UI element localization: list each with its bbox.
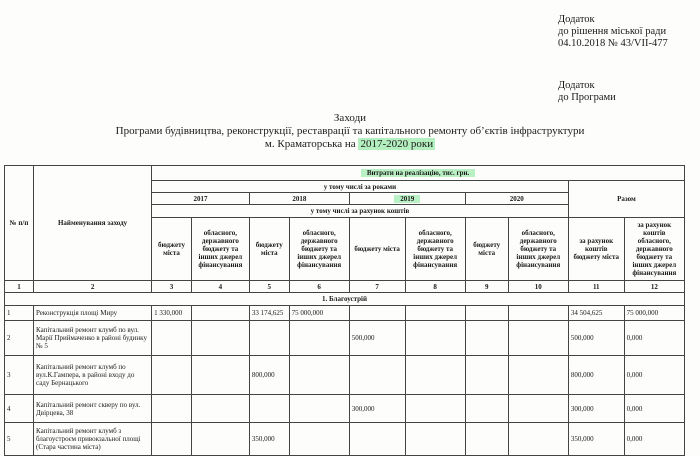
index-row	[5, 281, 685, 293]
row-other-2020	[508, 321, 568, 356]
section-title: 1. Благоустрій	[5, 293, 685, 306]
header-other-sources-2020: обласного, державного бюджету та інших джерел фінансування	[508, 218, 568, 281]
title-line1: Заходи	[333, 112, 367, 124]
row-total-other: 0,000	[624, 395, 684, 423]
title-line2: Програми будівництва, реконструкції, реставрації та капітального ремонту об’єктів інфраструктури	[115, 125, 585, 137]
row-city-2017	[152, 395, 192, 423]
header-city-budget-2020: бюджету міста	[465, 218, 508, 281]
header-other-sources-2017: обласного, державного бюджету та інших джерел фінансування	[191, 218, 249, 281]
row-city-2018: 800,000	[249, 356, 289, 395]
row-other-2019	[405, 395, 465, 423]
index-cell: 11	[568, 281, 624, 293]
row-other-2019	[405, 306, 465, 321]
row-other-2018	[289, 321, 349, 356]
annex-program-line1: Додаток	[558, 80, 595, 91]
index-cell: 2	[34, 281, 152, 293]
row-no: 2	[5, 321, 34, 356]
row-city-2020	[465, 395, 508, 423]
header-year-2020: 2020	[465, 193, 568, 205]
table-row	[5, 321, 685, 356]
header-city-budget-2018: бюджету міста	[249, 218, 289, 281]
row-city-2019	[349, 356, 405, 395]
row-other-2019	[405, 423, 465, 456]
row-city-2019	[349, 306, 405, 321]
row-other-2017	[191, 356, 249, 395]
row-other-2018	[289, 356, 349, 395]
row-city-2018: 33 174,625	[249, 306, 289, 321]
row-city-2018: 350,000	[249, 423, 289, 456]
row-no: 3	[5, 356, 34, 395]
row-city-2019: 500,000	[349, 321, 405, 356]
row-other-2020	[508, 356, 568, 395]
annex-program-line2: до Програми	[558, 92, 616, 103]
index-cell: 10	[508, 281, 568, 293]
header-other-sources-2019: обласного, державного бюджету та інших джерел фінансування	[405, 218, 465, 281]
table-row	[5, 306, 685, 321]
row-other-2020	[508, 306, 568, 321]
row-city-2017	[152, 356, 192, 395]
row-other-2017	[191, 321, 249, 356]
header-city-budget-2017: бюджету міста	[152, 218, 192, 281]
row-city-2020	[465, 306, 508, 321]
header-year-2019-text: 2019	[394, 195, 420, 203]
row-no: 1	[5, 306, 34, 321]
row-other-2017	[191, 423, 249, 456]
index-cell: 6	[289, 281, 349, 293]
row-other-2019	[405, 356, 465, 395]
header-other-sources-2018: обласного, державного бюджету та інших джерел фінансування	[289, 218, 349, 281]
row-total-other: 75 000,000	[624, 306, 684, 321]
table-row	[5, 423, 685, 456]
row-city-2017: 1 330,000	[152, 306, 192, 321]
row-other-2019	[405, 321, 465, 356]
index-cell: 12	[624, 281, 684, 293]
index-cell: 9	[465, 281, 508, 293]
row-city-2018	[249, 395, 289, 423]
row-total-city: 350,000	[568, 423, 624, 456]
header-costs-text: Витрати на реалізацію, тис. грн.	[361, 169, 475, 177]
title-line3	[100, 138, 600, 151]
row-total-other: 0,000	[624, 423, 684, 456]
row-name: Реконструкція площі Миру	[34, 306, 152, 321]
annex-program	[558, 80, 616, 104]
header-year-2017: 2017	[152, 193, 250, 205]
row-total-city: 34 504,625	[568, 306, 624, 321]
header-costs	[152, 166, 685, 181]
index-cell: 7	[349, 281, 405, 293]
header-year-2019	[349, 193, 465, 205]
row-total-city: 800,000	[568, 356, 624, 395]
header-name: Найменування заходу	[34, 166, 152, 281]
row-total-city: 500,000	[568, 321, 624, 356]
row-total-other: 0,000	[624, 321, 684, 356]
row-name: Капітальний ремонт скверу по вул. Двірцева, 38	[34, 395, 152, 423]
index-cell: 3	[152, 281, 192, 293]
row-no: 5	[5, 423, 34, 456]
annex-decision-line3: 04.10.2018 № 43/VII-477	[558, 38, 668, 49]
row-other-2018: 75 000,000	[289, 306, 349, 321]
row-city-2020	[465, 321, 508, 356]
table-row	[5, 395, 685, 423]
row-other-2018	[289, 395, 349, 423]
annex-decision-line1: Додаток	[558, 14, 595, 25]
row-city-2017	[152, 423, 192, 456]
header-no: № п/п	[5, 166, 34, 281]
row-no: 4	[5, 395, 34, 423]
row-name: Капітальний ремонт клумб з благоустроєм привокзальної площі (Стара частина міста)	[34, 423, 152, 456]
row-name: Капітальний ремонт клумб по вул.К.Гампера, в районі входу до саду Бернацького	[34, 356, 152, 395]
header-total-other: за рахунок коштів обласного, державного бюджету та інших джерел фінансування	[624, 218, 684, 281]
row-name: Капітальний ремонт клумб по вул. Марії Приймаченко в районі будинку № 5	[34, 321, 152, 356]
row-other-2017	[191, 395, 249, 423]
title-line3-prefix: м. Краматорська на	[264, 138, 356, 150]
row-total-city: 300,000	[568, 395, 624, 423]
row-city-2017	[152, 321, 192, 356]
header-total: Разом	[568, 181, 684, 218]
table-row	[5, 356, 685, 395]
title-highlight: 2017-2020 роки	[360, 138, 434, 150]
header-total-city: за рахунок коштів бюджету міста	[568, 218, 624, 281]
index-cell: 1	[5, 281, 34, 293]
header-year-2018: 2018	[249, 193, 349, 205]
row-total-other: 0,000	[624, 356, 684, 395]
header-by-source: у тому числі за рахунок коштів	[152, 205, 569, 218]
row-city-2018	[249, 321, 289, 356]
index-cell: 5	[249, 281, 289, 293]
row-city-2019: 300,000	[349, 395, 405, 423]
row-city-2019	[349, 423, 405, 456]
row-other-2020	[508, 423, 568, 456]
annex-decision	[558, 14, 668, 50]
measures-table	[4, 165, 685, 456]
row-city-2020	[465, 356, 508, 395]
row-city-2020	[465, 423, 508, 456]
index-cell: 8	[405, 281, 465, 293]
header-by-years: у тому числі за роками	[152, 181, 569, 193]
header-city-budget-2019: бюджету міста	[349, 218, 405, 281]
row-other-2017	[191, 306, 249, 321]
index-cell: 4	[191, 281, 249, 293]
row-other-2020	[508, 395, 568, 423]
document-title	[100, 112, 600, 151]
row-other-2018	[289, 423, 349, 456]
annex-decision-line2: до рішення міської ради	[558, 26, 667, 37]
